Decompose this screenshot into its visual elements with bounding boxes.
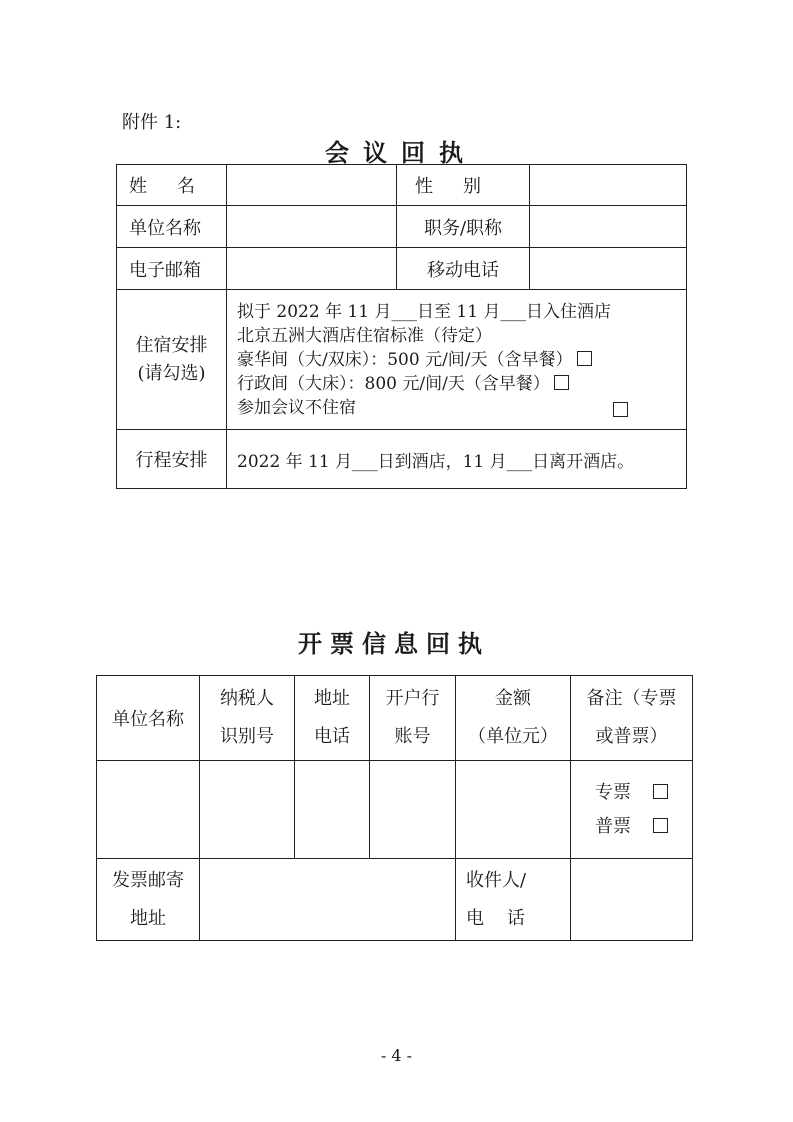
special-invoice-checkbox[interactable] (653, 784, 668, 799)
invoice-info-table (96, 675, 693, 941)
attachment-label: 附件 1: (122, 112, 182, 133)
remark-cell (571, 761, 693, 859)
itinerary-label: 行程安排 (117, 430, 227, 489)
bank-cell[interactable] (370, 761, 456, 859)
normal-invoice-checkbox[interactable] (653, 818, 668, 833)
gender-label: 性别 (397, 165, 530, 206)
position-label: 职务/职称 (397, 206, 530, 248)
recipient-field[interactable] (571, 859, 693, 941)
deluxe-room-checkbox[interactable] (577, 351, 592, 366)
itinerary-text: 2022 年 11 月___日到酒店，11 月___日离开酒店。 (227, 430, 687, 489)
taxid-header: 纳税人 识别号 (200, 676, 295, 761)
amount-cell[interactable] (456, 761, 571, 859)
mail-address-field[interactable] (200, 859, 456, 941)
org-field[interactable] (227, 206, 397, 248)
address-cell[interactable] (295, 761, 370, 859)
special-invoice-option[interactable]: 专票 (571, 776, 692, 810)
lodging-label: 住宿安排 (请勾选) (117, 290, 227, 430)
form2-title: 开票信息回执 (298, 629, 490, 658)
mobile-label: 移动电话 (397, 248, 530, 290)
remark-header: 备注（专票 或普票） (571, 676, 693, 761)
no-lodging-checkbox[interactable] (613, 402, 628, 417)
normal-invoice-option[interactable]: 普票 (571, 810, 692, 844)
address-header: 地址 电话 (295, 676, 370, 761)
executive-room-checkbox[interactable] (554, 375, 569, 390)
gender-field[interactable] (530, 165, 687, 206)
hotel-standard-line: 北京五洲大酒店住宿标准（待定） (237, 325, 492, 346)
mobile-field[interactable] (530, 248, 687, 290)
lodging-options (227, 290, 687, 430)
recipient-label: 收件人/ 电 话 (456, 859, 571, 941)
form1-title: 会议回执 (325, 138, 477, 167)
email-label: 电子邮箱 (117, 248, 227, 290)
no-lodging-option[interactable]: 参加会议不住宿 (227, 396, 686, 420)
executive-room-option[interactable]: 行政间（大床）：800 元/间/天（含早餐） (227, 372, 686, 396)
page-number: - 4 - (380, 1046, 413, 1065)
meeting-reply-table (116, 164, 687, 489)
org-label: 单位名称 (117, 206, 227, 248)
org-header: 单位名称 (97, 676, 200, 761)
position-field[interactable] (530, 206, 687, 248)
mail-address-label: 发票邮寄 地址 (97, 859, 200, 941)
name-field[interactable] (227, 165, 397, 206)
org-cell[interactable] (97, 761, 200, 859)
taxid-cell[interactable] (200, 761, 295, 859)
name-label: 姓名 (117, 165, 227, 206)
bank-header: 开户行 账号 (370, 676, 456, 761)
amount-header: 金额 （单位元） (456, 676, 571, 761)
email-field[interactable] (227, 248, 397, 290)
lodging-dates-line: 拟于 2022 年 11 月___日至 11 月___日入住酒店 (237, 301, 611, 322)
deluxe-room-option[interactable]: 豪华间（大/双床）：500 元/间/天（含早餐） (227, 348, 686, 372)
